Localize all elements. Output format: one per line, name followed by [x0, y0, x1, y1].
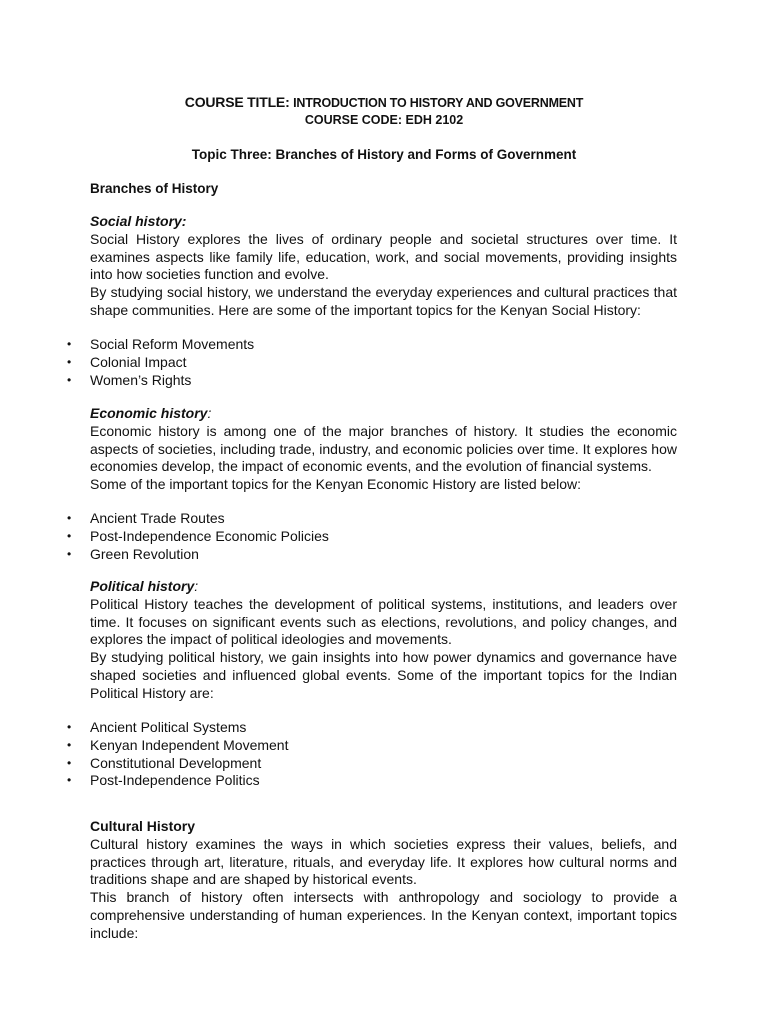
bullet-icon: •: [67, 755, 72, 770]
course-code: COURSE CODE: EDH 2102: [304, 113, 464, 127]
list-item: • Ancient Political Systems: [67, 719, 247, 735]
political-history-para-2: By studying political history, we gain insights into how power dynamics and governance have shaped societies and influenced global events. Some of the important topics for the Indian Political History are:: [90, 649, 677, 701]
bullet-icon: •: [67, 528, 72, 543]
topic-title: Topic Three: Branches of History and Forms of Government: [191, 147, 577, 162]
social-history-list: [0, 336, 254, 389]
list-item: • Ancient Trade Routes: [67, 510, 225, 526]
bullet-icon: •: [67, 720, 72, 734]
course-title: [0, 94, 768, 110]
bullet-icon: •: [67, 737, 72, 752]
course-title-label: COURSE TITLE:: [184, 94, 290, 110]
list-item: • Green Revolution: [67, 545, 199, 562]
list-item: • Post-Independence Economic Policies: [67, 527, 329, 544]
economic-history-para-1: Economic history is among one of the major branches of history. It studies the economic aspects of societies, including trade, industry, and economic policies over time. It explores how economies develop, the impact of economic events, and the evolution of financial systems.: [90, 422, 677, 475]
bullet-icon: •: [67, 354, 72, 369]
political-history-heading: Political history: [90, 578, 195, 594]
list-item: • Post-Independence Politics: [67, 772, 260, 789]
social-history-para-1: Social History explores the lives of ordinary people and societal structures over time. It examines aspects like family life, education, work, and social movements, providing insights into how societies function and evolve.: [90, 230, 677, 283]
economic-history-heading: Economic history: [90, 405, 208, 421]
economic-history-para-2: Some of the important topics for the Kenyan Economic History are listed below:: [90, 476, 582, 493]
bullet-icon: •: [67, 372, 72, 387]
branches-heading: Branches of History: [90, 181, 219, 196]
list-item: • Social Reform Movements: [67, 336, 255, 352]
political-history-section: Political history: Political History teaches the development of political systems, institutions, and leaders over time. It focuses on significant events such as elections, revolutions, and policy changes, and explores the impact of political ideologies and movements. By studying political history, we gain insights into how power dynamics and governance have shaped societies and influenced global events. Some of the important topics for the Indian Political History are:: [90, 578, 677, 701]
social-history-heading: Social history:: [90, 213, 187, 229]
cultural-history-para-2: This branch of history often intersects with anthropology and sociology to provide a comprehensive understanding of human experiences. In the Kenyan context, important topics include:: [90, 889, 677, 941]
bullet-icon: •: [67, 773, 72, 788]
list-item: • Constitutional Development: [67, 754, 262, 771]
cultural-history-para-1: Cultural history examines the ways in which societies express their values, beliefs, and practices through art, literature, rituals, and everyday life. It explores how cultural norms and traditions shape and are shaped by historical events.: [90, 835, 677, 888]
economic-history-section: Economic history: Economic history is among one of the major branches of history. It studies the economic aspects of societies, including trade, industry, and economic policies over time. It explores how economies develop, the impact of economic events, and the evolution of financial systems. Some of the important topics for the Kenyan Economic History are listed below:: [90, 405, 677, 493]
political-history-para-1: Political History teaches the development of political systems, institutions, and leaders over time. It focuses on significant events such as elections, revolutions, and policy changes, and explores the impact of political ideologies and movements.: [90, 595, 677, 648]
list-item: • Kenyan Independent Movement: [67, 736, 289, 753]
social-history-para-2: By studying social history, we understand the everyday experiences and cultural practices that shape communities. Here are some of the important topics for the Kenyan Social History:: [90, 284, 677, 318]
course-title-value: INTRODUCTION TO HISTORY AND GOVERNMENT: [293, 96, 584, 110]
cultural-history-heading: Cultural History: [90, 818, 196, 834]
bullet-icon: •: [67, 337, 72, 351]
political-history-list: [0, 719, 288, 790]
cultural-history-section: [90, 818, 677, 943]
bullet-icon: •: [67, 546, 72, 561]
social-history-section: [90, 213, 677, 320]
list-item: • Colonial Impact: [67, 353, 187, 370]
list-item: • Women’s Rights: [67, 371, 192, 388]
bullet-icon: •: [67, 511, 72, 525]
economic-history-list: [0, 510, 329, 563]
